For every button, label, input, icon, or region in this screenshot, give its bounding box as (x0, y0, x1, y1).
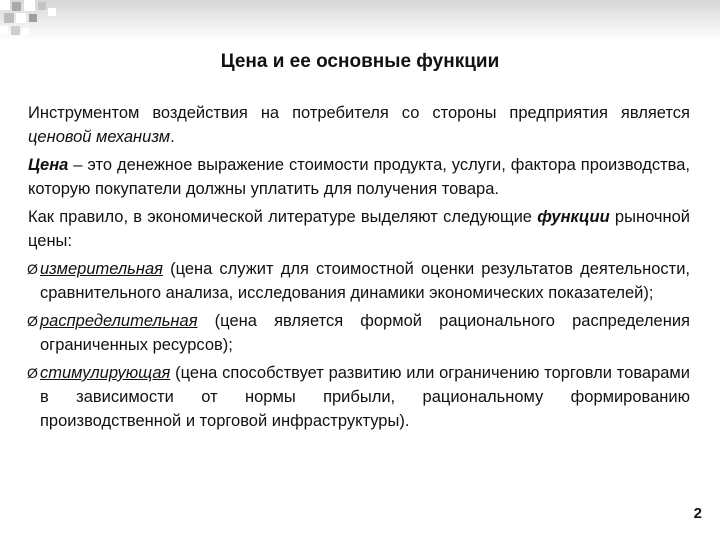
functions-term: функции (537, 208, 610, 226)
arrow-bullet-icon: Ø (27, 365, 38, 381)
function-description: (цена служит для стоимостной оценки результатов деятельности, сравнительного анализа, исследования динамики экономических показателей); (40, 260, 690, 302)
function-description: (цена является формой рационального распределения ограниченных ресурсов); (40, 312, 690, 354)
list-item (28, 361, 690, 433)
intro-paragraph (28, 101, 690, 149)
deco-square (0, 0, 10, 10)
functions-intro-end: рыночной цены: (28, 208, 690, 250)
functions-intro-text: Как правило, в экономической литературе выделяют следующие (28, 208, 538, 226)
slide-body (28, 101, 690, 437)
list-item (28, 257, 690, 305)
deco-square (22, 28, 29, 35)
function-name: измерительная (40, 260, 163, 278)
header-band (0, 0, 720, 40)
arrow-bullet-icon: Ø (27, 261, 38, 277)
definition-term: Цена (28, 156, 69, 174)
deco-square (0, 26, 8, 34)
function-description: (цена способствует развитию или ограничению торговли товарами в зависимости от нормы прибыли, рациональному формированию производственной и торговой инфраструктуры). (40, 364, 690, 430)
intro-text: Инструментом воздействия на потребителя со стороны предприятия является (28, 104, 690, 122)
function-name: стимулирующая (40, 364, 171, 382)
definition-text: – это денежное выражение стоимости продукта, услуги, фактора производства, которую покупатели должны уплатить для получения товара. (28, 156, 690, 198)
deco-square (38, 2, 46, 10)
page-number: 2 (693, 505, 702, 522)
arrow-bullet-icon: Ø (27, 313, 38, 329)
page-title: Цена и ее основные функции (220, 51, 500, 72)
deco-square (29, 14, 37, 22)
deco-square (48, 8, 56, 16)
deco-square (11, 26, 20, 35)
intro-term: ценовой механизм (28, 128, 171, 146)
list-item (28, 309, 690, 357)
decorative-squares (0, 0, 72, 44)
function-name: распределительная (40, 312, 198, 330)
deco-square (4, 13, 14, 23)
deco-square (12, 2, 21, 11)
functions-intro-paragraph (28, 205, 690, 253)
intro-end: . (170, 128, 175, 146)
definition-paragraph (28, 153, 690, 201)
deco-square (24, 0, 35, 11)
deco-square (16, 13, 26, 23)
